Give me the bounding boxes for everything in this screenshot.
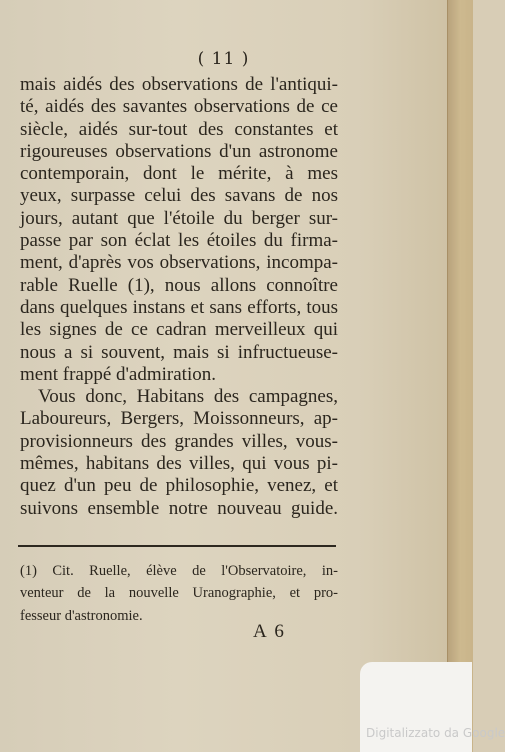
body-line: nous a si souvent, mais si infructueuse- <box>20 341 338 363</box>
body-line: Vous donc, Habitans des campagnes, <box>38 386 338 408</box>
footnote <box>20 562 338 629</box>
body-line: dans quelques instans et sans efforts, tous <box>20 296 338 318</box>
body-line: Laboureurs, Bergers, Moissonneurs, ap- <box>20 408 338 430</box>
body-line: contemporain, dont le mérite, à mes <box>20 163 338 185</box>
footnote-divider <box>18 545 336 547</box>
body-line: té, aidés des savantes observations de ce <box>20 96 338 118</box>
body-line: suivons ensemble notre nouveau guide. <box>20 497 338 519</box>
body-line: provisionneurs des grandes villes, vous- <box>20 430 338 452</box>
body-line: quez d'un peu de philosophie, venez, et <box>20 475 338 497</box>
book-edge <box>447 0 473 752</box>
page-number-header: ( 11 ) <box>197 49 250 69</box>
body-line: rigoureuses observations d'un astronome <box>20 140 338 162</box>
body-line: mêmes, habitans des villes, qui vous pi- <box>20 453 338 475</box>
body-line: passe par son éclat les étoiles du firma- <box>20 230 338 252</box>
body-line: siècle, aidés sur-tout des constantes et <box>20 118 338 140</box>
body-line: les signes de ce cadran merveilleux qui <box>20 319 338 341</box>
watermark: Digitalizzato da Google <box>366 726 505 740</box>
body-line: mais aidés des observations de l'antiqui- <box>20 74 338 95</box>
body-line: ment frappé d'admiration. <box>20 363 216 385</box>
body-line: jours, autant que l'étoile du berger sur- <box>20 207 338 229</box>
signature-mark: A 6 <box>253 621 286 642</box>
body-line: ment, d'après vos observations, incompa- <box>20 252 338 274</box>
footnote-line: (1) Cit. Ruelle, élève de l'Observatoire, in- <box>20 563 338 579</box>
body-line: yeux, surpasse celui des savans de nos <box>20 185 338 207</box>
footnote-line: fesseur d'astronomie. <box>20 607 143 624</box>
footnote-line: venteur de la nouvelle Uranographie, et pro- <box>20 585 338 602</box>
body-text <box>20 74 338 520</box>
body-line: rable Ruelle (1), nous allons connoître <box>20 274 338 296</box>
